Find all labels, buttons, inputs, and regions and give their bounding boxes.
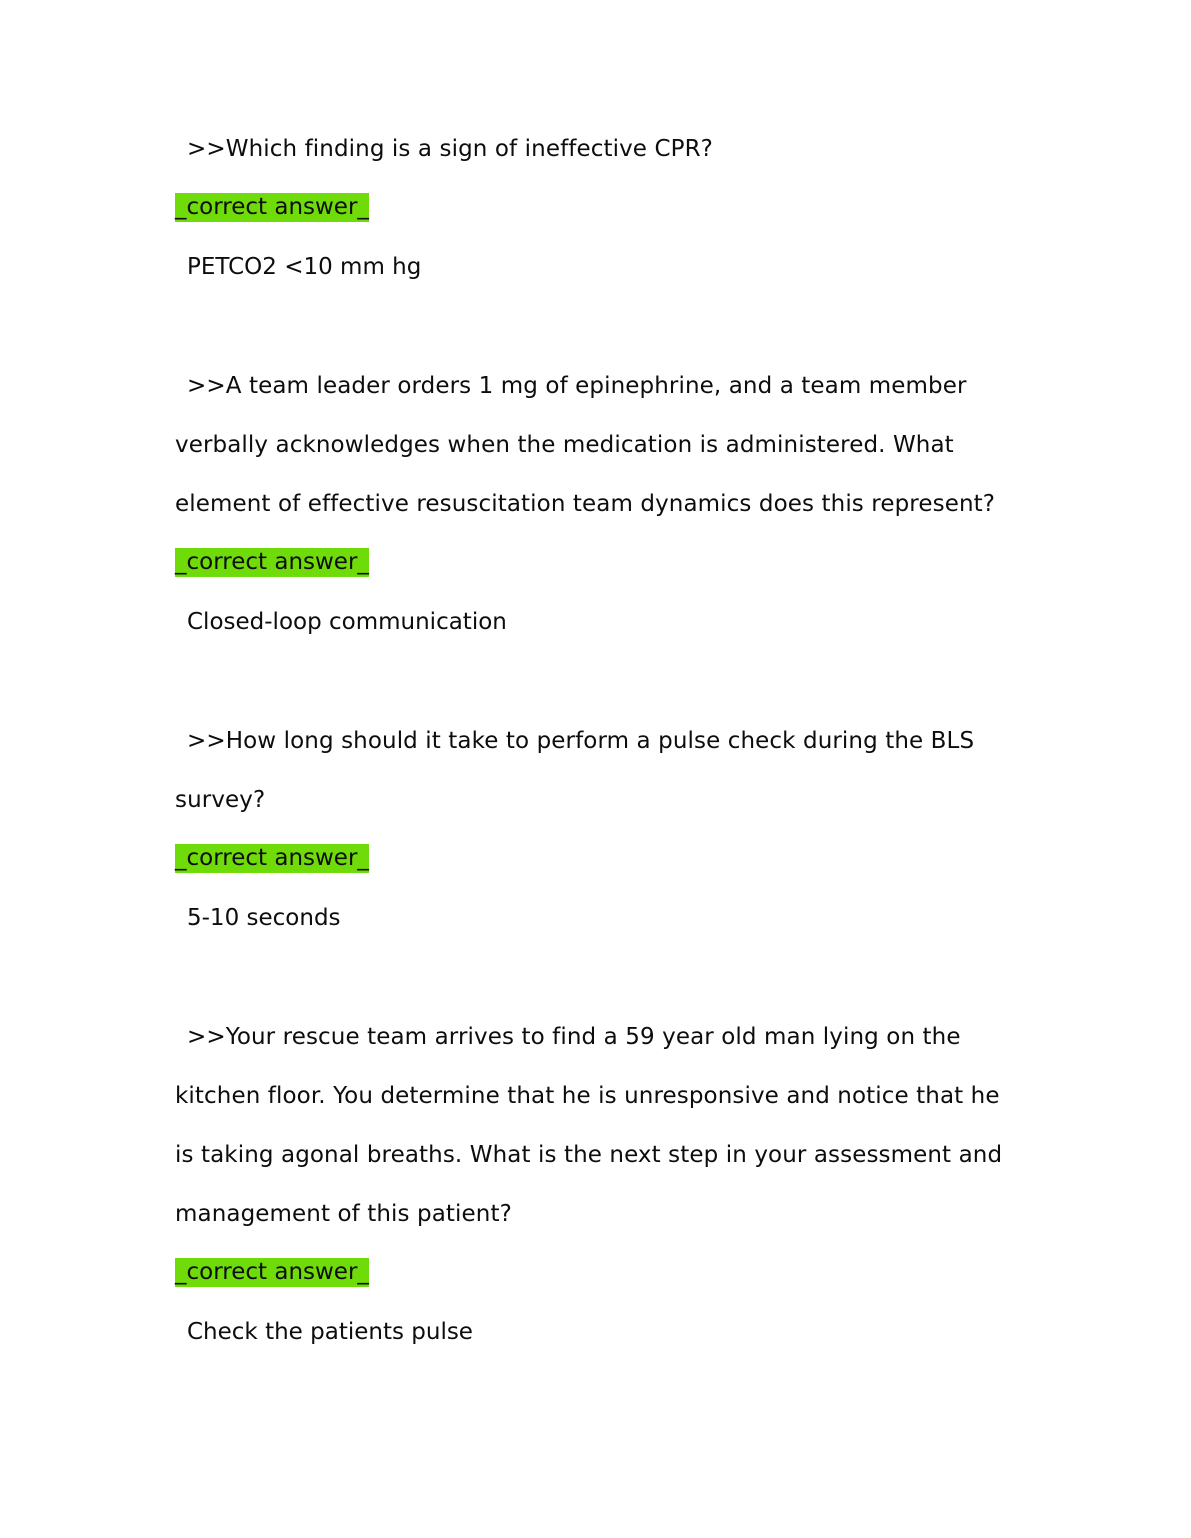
block-spacer <box>175 297 1016 357</box>
answer-tag-line <box>175 534 1016 593</box>
answer-tag-line <box>175 1244 1016 1303</box>
block-spacer <box>175 948 1016 1008</box>
qa-block <box>175 1008 1016 1362</box>
correct-answer-tag: _correct answer_ <box>175 845 369 871</box>
answer-text: 5-10 seconds <box>187 905 341 931</box>
answer-tag-line <box>175 830 1016 889</box>
answer-text: PETCO2 <10 mm hg <box>187 254 422 280</box>
block-spacer <box>175 652 1016 712</box>
question-text: >>A team leader orders 1 mg of epinephrine, and a team member verbally acknowledges when the medication is administered. What element of effective resuscitation team dynamics does this represent? <box>175 373 996 517</box>
question-text: >>Your rescue team arrives to find a 59 year old man lying on the kitchen floor. You determine that he is unresponsive and notice that he is taking agonal breaths. What is the next step in your assessment and management of this patient? <box>175 1024 1003 1227</box>
correct-answer-tag: _correct answer_ <box>175 194 369 220</box>
correct-answer-tag: _correct answer_ <box>175 1259 369 1285</box>
answer-text: Closed-loop communication <box>187 609 507 635</box>
answer-tag-line <box>175 179 1016 238</box>
qa-block <box>175 120 1016 297</box>
correct-answer-tag: _correct answer_ <box>175 549 369 575</box>
qa-block <box>175 357 1016 652</box>
qa-block <box>175 712 1016 948</box>
question-text: >>How long should it take to perform a pulse check during the BLS survey? <box>175 728 975 813</box>
answer-text: Check the patients pulse <box>187 1319 473 1345</box>
question-text: >>Which finding is a sign of ineffective CPR? <box>187 136 713 162</box>
